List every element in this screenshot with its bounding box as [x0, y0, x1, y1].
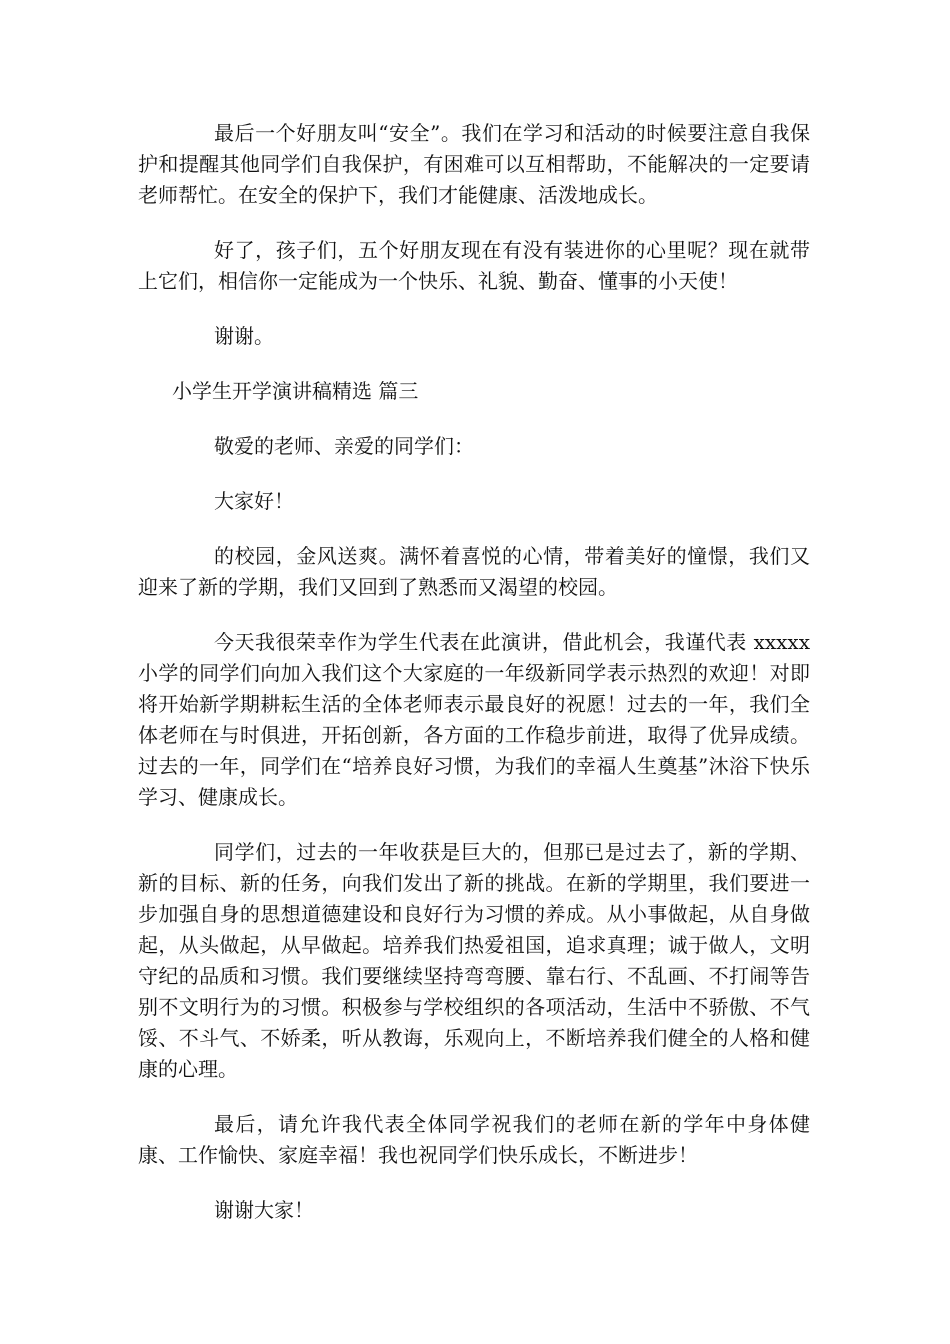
paragraph-wishes: 最后，请允许我代表全体同学祝我们的老师在新的学年中身体健康、工作愉快、家庭幸福！我也祝同学们快乐成长，不断进步！	[138, 1112, 810, 1167]
paragraph-campus: 的校园，金风送爽。满怀着喜悦的心情，带着美好的憧憬，我们又迎来了新的学期，我们又回到了熟悉而又渴望的校园。	[138, 544, 810, 599]
paragraph-greeting: 大家好！	[214, 489, 294, 513]
document-page	[138, 118, 810, 1250]
paragraph-safety: 最后一个好朋友叫“安全”。我们在学习和活动的时候要注意自我保护和提醒其他同学们自我保护，有困难可以互相帮助，不能解决的一定要请老师帮忙。在安全的保护下，我们才能健康、活泼地成长。	[138, 121, 810, 207]
paragraph-thanks: 谢谢。	[214, 324, 274, 348]
paragraph-five-friends: 好了，孩子们，五个好朋友现在有没有装进你的心里呢？现在就带上它们，相信你一定能成为一个快乐、礼貌、勤奋、懂事的小天使！	[138, 238, 810, 293]
paragraph-new-semester: 同学们，过去的一年收获是巨大的，但那已是过去了，新的学期、新的目标、新的任务，向我们发出了新的挑战。在新的学期里，我们要进一步加强自身的思想道德建设和良好行为习惯的养成。从小事做起，从自身做起，从头做起，从早做起。培养我们热爱祖国，追求真理；诚于做人，文明守纪的品质和习惯。我们要继续坚持弯弯腰、靠右行、不乱画、不打闹等告别不文明行为的习惯。积极参与学校组织的各项活动，生活中不骄傲、不气馁、不斗气、不娇柔，听从教诲，乐观向上，不断培养我们健全的人格和健康的心理。	[138, 840, 810, 1081]
section-heading: 小学生开学演讲稿精选 篇三	[172, 379, 419, 403]
paragraph-salutation: 敬爱的老师、亲爱的同学们：	[214, 434, 474, 458]
paragraph-closing: 谢谢大家！	[214, 1198, 314, 1222]
paragraph-representative: 今天我很荣幸作为学生代表在此演讲，借此机会，我谨代表 xxxxx 小学的同学们向加入我们这个大家庭的一年级新同学表示热烈的欢迎！对即将开始新学期耕耘生活的全体老师表示最良好的祝愿！过去的一年，我们全体老师在与时俱进，开拓创新，各方面的工作稳步前进，取得了优异成绩。过去的一年，同学们在“培养良好习惯，为我们的幸福人生奠基”沐浴下快乐学习、健康成长。	[138, 630, 810, 809]
